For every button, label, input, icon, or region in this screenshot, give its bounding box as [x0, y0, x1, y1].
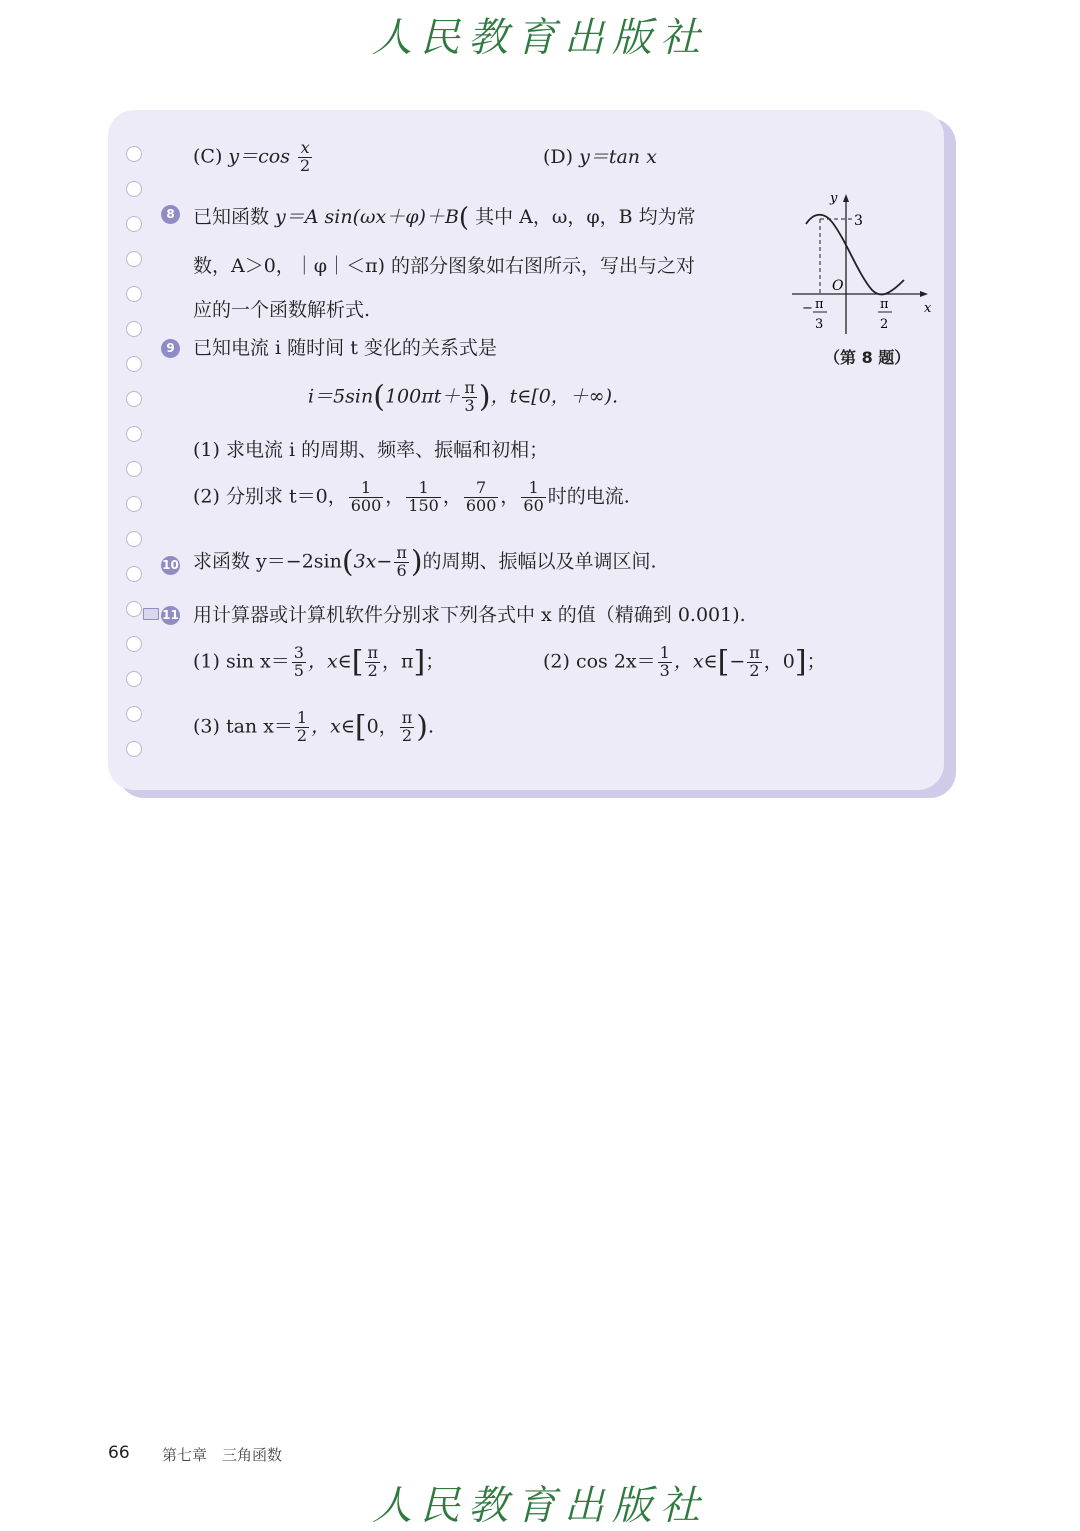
option-c	[193, 140, 314, 175]
problem-10-text: 求函数 y＝−2sin(3x− $\frac{\pi}{6}$ )的周期、振幅以及单调区间.	[193, 543, 657, 580]
hole	[126, 146, 142, 162]
problem-9-badge: 9	[161, 339, 180, 358]
publisher-logo-footer: 人民教育出版社	[372, 1483, 708, 1529]
option-d-expr: y＝tan x	[579, 146, 657, 168]
fraction: $\frac{1}{60}$	[523, 478, 544, 515]
x-tick-right-den: 2	[880, 317, 889, 332]
problem-11-part1: (1) sin x＝ $\frac{3}{5}$ ，x∈[ $\frac{\pi}{2}$ ，π]；	[193, 643, 445, 680]
problem-11-intro: 用计算器或计算机软件分别求下列各式中 x 的值（精确到 0.001).	[193, 604, 746, 626]
x-tick-left-sign: −	[802, 301, 813, 316]
problem-11-part3: (3) tan x＝ $\frac{1}{2}$ ，x∈[0， $\frac{\pi}{2}$ ).	[193, 708, 434, 745]
hole	[126, 321, 142, 337]
problem-9-q1: (1) 求电流 i 的周期、频率、振幅和初相；	[193, 439, 549, 461]
option-c-label: (C)	[193, 145, 223, 168]
page-number: 66	[108, 1443, 130, 1463]
y-label: y	[830, 191, 838, 206]
problem-8-line1: 已知函数 y＝A sin(ωx＋φ)＋B( 其中 A，ω，φ，B 均为常	[193, 203, 696, 233]
hole	[126, 566, 142, 582]
computer-icon	[143, 608, 159, 620]
hole	[126, 601, 142, 617]
option-d	[543, 148, 657, 167]
chapter-title: 第七章 三角函数	[162, 1446, 283, 1464]
fraction: $\frac{1}{600}$	[350, 478, 382, 515]
y-tick-3: 3	[854, 213, 863, 229]
hole	[126, 531, 142, 547]
problem-8-graph	[786, 186, 936, 338]
hole	[126, 636, 142, 652]
x-tick-left-den: 3	[815, 317, 824, 332]
x-axis-arrow-icon	[920, 291, 928, 297]
hole	[126, 426, 142, 442]
problem-9-q2: (2) 分别求 t＝0， $\frac{1}{600}$ ， $\frac{1}{150}$ ， $\frac{7}{600}$ ， $\frac{1}{60}$ 时的电流.	[193, 478, 630, 515]
publisher-logo-header: 人民教育出版社	[372, 15, 708, 61]
problem-8-line3: 应的一个函数解析式.	[193, 299, 371, 321]
x-tick-left-num: π	[815, 297, 824, 312]
option-d-label: (D)	[543, 146, 574, 168]
problem-8-badge: 8	[161, 205, 180, 224]
problem-9-formula: i＝5sin(100πt＋ $\frac{\pi}{3}$ )，t∈[0，＋∞).	[308, 378, 619, 415]
hole	[126, 706, 142, 722]
problem-11-part2: (2) cos 2x＝ $\frac{1}{3}$ ，x∈[− $\frac{\pi}{2}$ ，0]；	[543, 643, 826, 680]
hole	[126, 216, 142, 232]
option-c-fraction: $\frac{x}{2}$	[300, 138, 311, 175]
problem-10-badge: 10	[161, 556, 180, 575]
fraction: $\frac{1}{150}$	[408, 478, 439, 515]
hole	[126, 671, 142, 687]
x-tick-right-num: π	[880, 297, 889, 312]
origin-label: O	[832, 278, 844, 294]
hole	[126, 741, 142, 757]
hole	[126, 461, 142, 477]
hole	[126, 286, 142, 302]
problem-9-intro: 已知电流 i 随时间 t 变化的关系式是	[193, 337, 497, 359]
option-c-expr: y＝cos	[228, 145, 290, 168]
problem-11-badge: 11	[161, 606, 180, 625]
figure-caption: （第 8 题）	[824, 348, 911, 367]
fraction: $\frac{7}{600}$	[465, 478, 497, 515]
hole	[126, 181, 142, 197]
hole	[126, 496, 142, 512]
hole	[126, 356, 142, 372]
problem-8-line2: 数，A＞0，｜φ｜＜π) 的部分图象如右图所示，写出与之对	[193, 255, 696, 277]
y-axis-arrow-icon	[843, 194, 849, 202]
hole	[126, 251, 142, 267]
x-label: x	[924, 301, 932, 316]
hole	[126, 391, 142, 407]
